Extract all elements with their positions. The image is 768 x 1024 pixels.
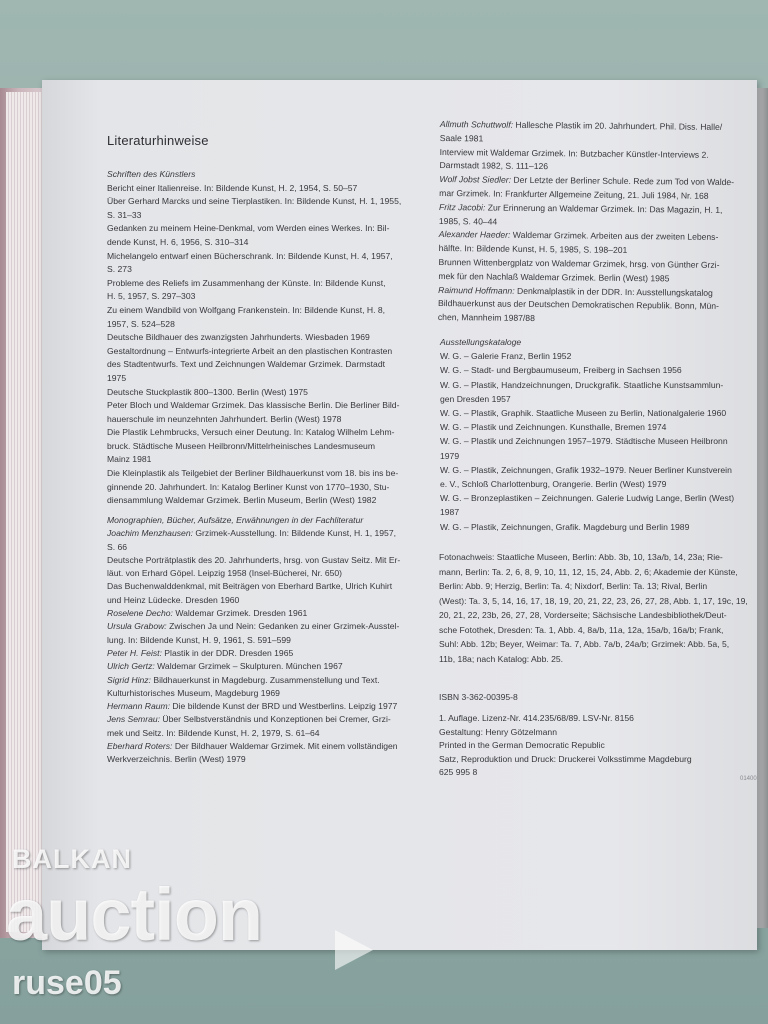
watermark-balkan: BALKAN	[12, 844, 132, 874]
text-line: Mainz 1981	[107, 454, 152, 465]
left-column-writings	[107, 168, 401, 508]
text-line: (West): Ta. 3, 5, 14, 16, 17, 18, 19, 20, 21, 22, 23, 26, 27, 28, Abb. 1, 17, 19c, 19,	[439, 595, 748, 606]
text-line: Gedanken zu meinem Heine-Denkmal, vom Werden eines Werkes. In: Bil-	[107, 223, 390, 234]
page-heading: Literaturhinweise	[107, 133, 209, 148]
text-line: Saale 1981	[439, 132, 484, 144]
text-line: 625 995 8	[439, 767, 478, 778]
text-line: Über Gerhard Marcks und seine Tierplastiken. In: Bildende Kunst, H. 1, 1955,	[107, 196, 402, 207]
photo-credits	[439, 550, 748, 666]
text-line: Fotonachweis: Staatliche Museen, Berlin: Abb. 3b, 10, 13a/b, 14, 23a; Rie-	[439, 552, 723, 562]
text-line: W. G. – Stadt- und Bergbaumuseum, Freiberg in Sachsen 1956	[440, 365, 682, 376]
section-title: Ausstellungskataloge	[440, 337, 522, 347]
text-line: Raimund Hoffmann: Denkmalplastik in der DDR. In: Ausstellungskatalog	[438, 284, 713, 298]
right-column-continued	[438, 118, 735, 328]
right-column-catalogs	[440, 335, 734, 534]
author-name: Sigrid Hinz:	[107, 674, 151, 685]
text-line: Michelangelo entwarf einen Bücherschrank. In: Bildende Kunst, H. 4, 1957,	[107, 250, 393, 261]
section-title: Monographien, Bücher, Aufsätze, Erwähnungen in der Fachliteratur	[107, 515, 364, 525]
text-line: Gestaltordnung – Entwurfs-integrierte Arbeit an den plastischen Kontrasten	[107, 345, 393, 356]
text-line: W. G. – Plastik, Zeichnungen, Grafik. Magdeburg und Berlin 1989	[440, 521, 690, 532]
text-line: Ursula Grabow: Zwischen Ja und Nein: Gedanken zu einer Grzimek-Ausstel-	[107, 621, 400, 632]
text-line: sche Fotothek, Dresden: Ta. 1, Abb. 4, 8a/b, 11a, 12a, 15a/b, 16a/b; Frank,	[439, 624, 724, 635]
text-line: Kulturhistorisches Museum, Magdeburg 1969	[107, 687, 280, 698]
text-line: 1987	[440, 507, 460, 518]
author-name: Fritz Jacobi:	[439, 201, 486, 213]
author-name: Wolf Jobst Siedler:	[439, 174, 512, 185]
text-line: Deutsche Bildhauer des zwanzigsten Jahrhunderts. Wiesbaden 1969	[107, 332, 370, 343]
text-line: Hermann Raum: Die bildende Kunst der BRD und Westberlins. Leipzig 1977	[107, 701, 398, 712]
text-line: Bildhauerkunst aus der Deutschen Demokratischen Republik. Bonn, Mün-	[438, 298, 719, 312]
text-line: Das Buchenwalddenkmal, mit Beiträgen von Eberhard Bartke, Ulrich Kuhirt	[107, 581, 393, 592]
text-line: W. G. – Plastik und Zeichnungen 1957–1979. Städtische Museen Heilbronn	[440, 436, 728, 447]
author-name: Joachim Menzhausen:	[107, 528, 193, 539]
text-line: bruck. Städtische Museen Heilbronn/Mittelrheinisches Landesmuseum	[107, 440, 375, 451]
text-line: mann, Berlin: Ta. 2, 6, 8, 9, 10, 11, 12, 15, 24, Abb. 2, 6; Akademie der Künste,	[439, 566, 738, 577]
text-line: 11b, 18a; nach Katalog: Abb. 25.	[439, 653, 564, 664]
author-name: Raimund Hoffmann:	[438, 284, 515, 296]
text-line: chen, Mannheim 1987/88	[437, 312, 535, 324]
print-code: 01400	[740, 776, 757, 782]
text-line: 1. Auflage. Lizenz-Nr. 414.235/68/89. LSV-Nr. 8156	[439, 713, 634, 723]
text-line: Jens Semrau: Über Selbstverständnis und Konzeptionen bei Cremer, Grzi-	[107, 714, 391, 725]
text-line: mek und Seitz. In: Bildende Kunst, H. 2, 1979, S. 61–64	[107, 727, 320, 738]
text-line: 1985, S. 40–44	[438, 215, 498, 227]
text-line: W. G. – Plastik, Handzeichnungen, Druckgrafik. Staatliche Kunstsammlun-	[440, 379, 724, 390]
watermark-auction: auction	[6, 873, 263, 956]
text-line: Printed in the German Democratic Republic	[439, 740, 605, 751]
isbn: ISBN 3-362-00395-8	[439, 692, 518, 702]
text-line: Ulrich Gertz: Waldemar Grzimek – Skulpturen. München 1967	[107, 661, 343, 672]
text-line: mar Grzimek. In: Frankfurter Allgemeine Zeitung, 21. Juli 1984, Nr. 168	[439, 187, 709, 201]
text-line: Brunnen Wittenbergplatz von Waldemar Grzimek, hrsg. von Günther Grzi-	[438, 256, 720, 270]
text-line: W. G. – Plastik, Graphik. Staatliche Museen zu Berlin, Nationalgalerie 1960	[440, 408, 727, 419]
text-line: Zu einem Wandbild von Wolfgang Frankenstein. In: Bildende Kunst, H. 8,	[107, 304, 386, 315]
text-line: Eberhard Roters: Der Bildhauer Waldemar Grzimek. Mit einem vollständigen	[107, 741, 398, 752]
text-line: Deutsche Porträtplastik des 20. Jahrhunderts, hrsg. von Gustav Seitz. Mit Er-	[107, 554, 401, 565]
text-line: Deutsche Stuckplastik 800–1300. Berlin (West) 1975	[107, 386, 308, 397]
author-name: Jens Semrau:	[107, 714, 161, 725]
text-line: lung. In: Bildende Kunst, H. 9, 1961, S. 591–599	[107, 634, 291, 645]
author-name: Eberhard Roters:	[107, 741, 173, 752]
text-line: 1975	[107, 372, 127, 383]
text-line: Peter H. Feist: Plastik in der DDR. Dresden 1965	[107, 647, 294, 658]
author-name: Allmuth Schuttwolf:	[439, 118, 514, 130]
text-line: Allmuth Schuttwolf: Hallesche Plastik im 20. Jahrhundert. Phil. Diss. Halle/	[439, 118, 723, 132]
text-line: Suhl: Abb. 12b; Beyer, Weimar: Ta. 7, Abb. 7a/b, 24a/b; Grzimek: Abb. 5a, 5,	[439, 639, 730, 649]
text-line: ginnende 20. Jahrhundert. In: Katalog Berliner Kunst von 1770–1930, Stu-	[107, 481, 390, 492]
text-line: Joachim Menzhausen: Grzimek-Ausstellung. In: Bildende Kunst, H. 1, 1957,	[107, 528, 396, 539]
text-line: mek für den Nachlaß Waldemar Grzimek. Berlin (West) 1985	[438, 270, 670, 284]
text-line: Satz, Reproduktion und Druck: Druckerei Volksstimme Magdeburg	[439, 753, 692, 764]
text-line: Fritz Jacobi: Zur Erinnerung an Waldemar Grzimek. In: Das Magazin, H. 1,	[439, 201, 723, 215]
text-line: hauerschule im neunzehnten Jahrhundert. Berlin (West) 1978	[107, 413, 342, 424]
text-line: Interview mit Waldemar Grzimek. In: Butzbacher Künstler-Interviews 2.	[439, 146, 709, 160]
text-line: Bericht einer Italienreise. In: Bildende Kunst, H. 2, 1954, S. 50–57	[107, 182, 358, 193]
text-line: läut. von Erhard Göpel. Leipzig 1958 (Insel-Bücherei, Nr. 650)	[107, 568, 343, 579]
text-line: des Stadtentwurfs. Text und Zeichnungen Waldemar Grzimek. Darmstadt	[107, 359, 385, 370]
text-line: dende Kunst, H. 6, 1956, S. 310–314	[107, 236, 249, 247]
text-line: Die Kleinplastik als Teilgebiet der Berliner Bildhauerkunst vom 18. bis ins be-	[107, 468, 399, 479]
text-line: 20, 21, 22, 23b, 26, 27, 28, Vorderseite; Sächsische Landesbibliothek/Deut-	[439, 610, 727, 620]
text-line: S. 66	[107, 541, 128, 552]
text-line: W. G. – Plastik und Zeichnungen. Kunsthalle, Bremen 1974	[440, 422, 667, 433]
text-line: Wolf Jobst Siedler: Der Letzte der Berliner Schule. Rede zum Tod von Walde-	[439, 174, 735, 188]
page-edges	[6, 92, 46, 932]
text-line: Sigrid Hinz: Bildhauerkunst in Magdeburg. Zusammenstellung und Text.	[107, 674, 380, 685]
text-line: Berlin: Abb. 9; Herzig, Berlin: Ta. 4; Nixdorf, Berlin: Ta. 13; Rival, Berlin	[439, 581, 708, 591]
text-line: W. G. – Galerie Franz, Berlin 1952	[440, 351, 572, 362]
author-name: Hermann Raum:	[107, 701, 171, 712]
section-title: Schriften des Künstlers	[107, 169, 196, 179]
text-line: Roselene Decho: Waldemar Grzimek. Dresden 1961	[107, 608, 308, 619]
text-line: W. G. – Bronzeplastiken – Zeichnungen. Galerie Ludwig Lange, Berlin (West)	[440, 493, 735, 504]
text-line: Alexander Haeder: Waldemar Grzimek. Arbeiten aus der zweiten Lebens-	[438, 229, 719, 243]
text-line: W. G. – Plastik, Zeichnungen, Grafik 1932–1979. Neuer Berliner Kunstverein	[440, 464, 732, 475]
left-column-monographs	[107, 514, 400, 767]
text-line: Probleme des Reliefs im Zusammenhang der Künste. In: Bildende Kunst,	[107, 277, 386, 288]
watermark-ruse05: ruse05	[12, 964, 122, 1002]
watermark-arrow-icon	[335, 930, 373, 970]
text-line: H. 5, 1957, S. 297–303	[107, 291, 196, 302]
text-line: gen Dresden 1957	[440, 393, 511, 404]
text-line: S. 31–33	[107, 209, 142, 220]
text-line: Gestaltung: Henry Götzelmann	[439, 726, 557, 737]
text-line: hälfte. In: Bildende Kunst, H. 5, 1985, S. 198–201	[438, 243, 628, 256]
author-name: Ulrich Gertz:	[107, 661, 155, 672]
text-line: und Heinz Lüdecke. Dresden 1960	[107, 594, 240, 605]
text-line: e. V., Schloß Charlottenburg, Orangerie. Berlin (West) 1979	[440, 479, 667, 490]
text-line: Werkverzeichnis. Berlin (West) 1979	[107, 754, 246, 765]
author-name: Ursula Grabow:	[107, 621, 167, 632]
imprint	[439, 712, 692, 780]
text-line: Darmstadt 1982, S. 111–126	[439, 160, 549, 172]
text-line: Die Plastik Lehmbrucks, Versuch einer Deutung. In: Katalog Wilhelm Lehm-	[107, 427, 395, 438]
author-name: Roselene Decho:	[107, 608, 173, 619]
text-line: diensammlung Waldemar Grzimek. Berlin Museum, Berlin (West) 1982	[107, 495, 377, 506]
text-line: 1979	[440, 450, 460, 461]
text-line: Peter Bloch und Waldemar Grzimek. Das klassische Berlin. Die Berliner Bild-	[107, 400, 400, 411]
text-line: S. 273	[107, 264, 132, 275]
author-name: Peter H. Feist:	[107, 647, 162, 658]
text-line: 1957, S. 524–528	[107, 318, 175, 329]
author-name: Alexander Haeder:	[438, 229, 511, 241]
